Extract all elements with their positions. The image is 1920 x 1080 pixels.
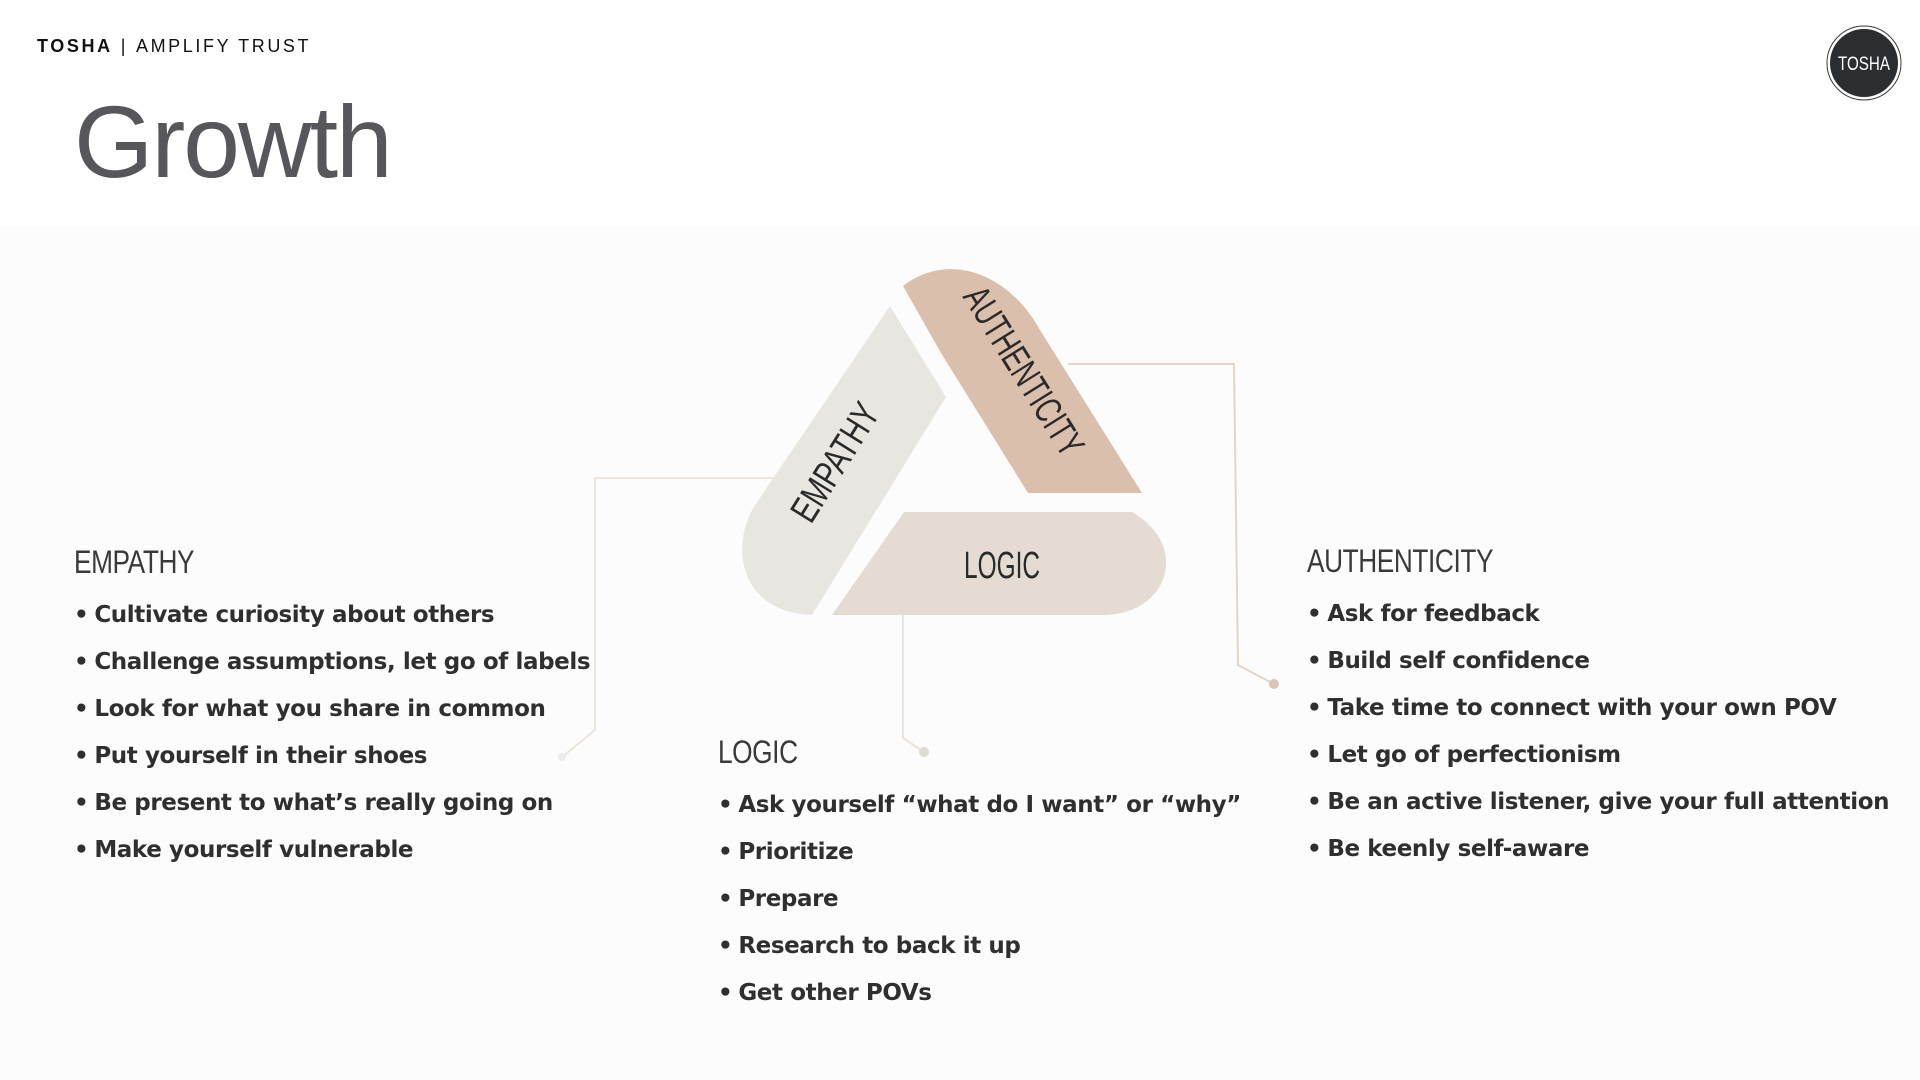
list-item: • Be present to what’s really going on xyxy=(74,780,590,827)
connector-empathy xyxy=(562,478,780,757)
empathy-heading: EMPATHY xyxy=(74,544,195,580)
logic-segment-label: LOGIC xyxy=(964,545,1040,587)
list-item: • Ask for feedback xyxy=(1307,591,1889,638)
empathy-list xyxy=(74,592,590,874)
list-item: • Ask yourself “what do I want” or “why” xyxy=(718,782,1241,829)
brand-separator: | xyxy=(120,36,128,56)
list-item: • Prioritize xyxy=(718,829,1241,876)
empathy-section xyxy=(74,544,590,874)
authenticity-section xyxy=(1307,543,1889,873)
logo-text: TOSHA xyxy=(1838,54,1891,75)
logic-list xyxy=(718,782,1241,1017)
brand-name: TOSHA xyxy=(37,36,113,56)
list-item: • Be keenly self-aware xyxy=(1307,826,1889,873)
list-item: • Prepare xyxy=(718,876,1241,923)
list-item: • Challenge assumptions, let go of labels xyxy=(74,639,590,686)
page-title: Growth xyxy=(74,85,391,199)
list-item: • Build self confidence xyxy=(1307,638,1889,685)
authenticity-heading: AUTHENTICITY xyxy=(1307,543,1494,579)
list-item: • Research to back it up xyxy=(718,923,1241,970)
logic-heading: LOGIC xyxy=(718,734,798,770)
list-item: • Take time to connect with your own POV xyxy=(1307,685,1889,732)
list-item: • Cultivate curiosity about others xyxy=(74,592,590,639)
list-item: • Look for what you share in common xyxy=(74,686,590,733)
authenticity-segment-label: AUTHENTICITY xyxy=(954,279,1137,536)
authenticity-list xyxy=(1307,591,1889,873)
list-item: • Make yourself vulnerable xyxy=(74,827,590,874)
connector-dot-authenticity xyxy=(1269,679,1279,689)
list-item: • Be an active listener, give your full attention xyxy=(1307,779,1889,826)
empathy-segment-label: EMPATHY xyxy=(783,356,914,530)
connector-logic xyxy=(903,615,924,752)
logic-section xyxy=(718,734,1241,1017)
brand-tagline: AMPLIFY TRUST xyxy=(135,36,312,56)
list-item: • Put yourself in their shoes xyxy=(74,733,590,780)
list-item: • Get other POVs xyxy=(718,970,1241,1017)
list-item: • Let go of perfectionism xyxy=(1307,732,1889,779)
